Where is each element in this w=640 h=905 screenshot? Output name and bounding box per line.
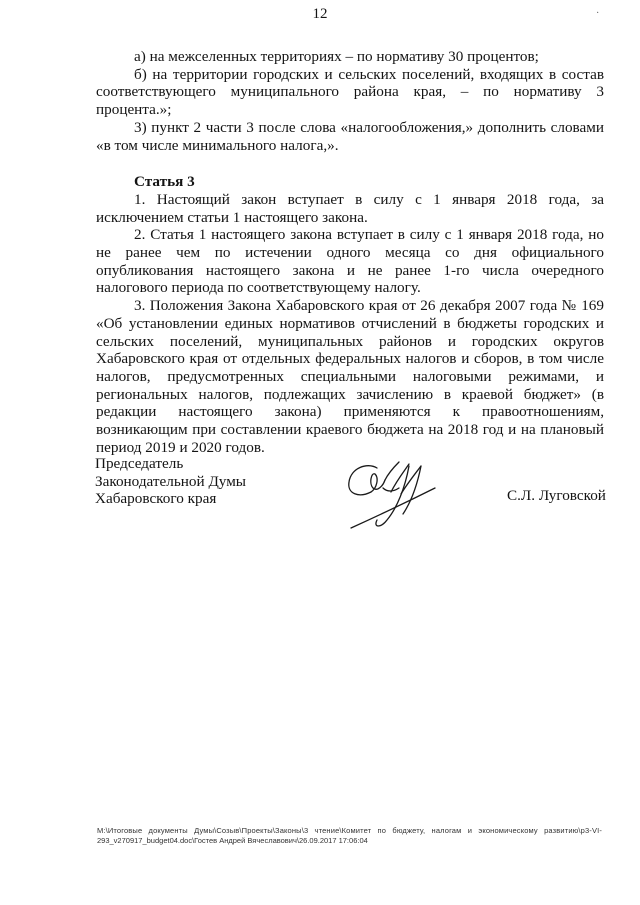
page-number: 12 [312, 6, 328, 22]
signatory-title-line: Председатель [95, 455, 184, 472]
paragraph: 3) пункт 2 части 3 после слова «налогообложения,» дополнить словами «в том числе минимального налога,». [96, 118, 604, 154]
paragraph: 1. Настоящий закон вступает в силу с 1 января 2018 года, за исключением статьи 1 настоящего закона. [96, 190, 604, 226]
signature-drawing [343, 458, 443, 534]
signer-name: С.Л. Луговской [507, 487, 606, 504]
paragraph: 3. Положения Закона Хабаровского края от 26 декабря 2007 года № 169 «Об установлении единых нормативов отчислений в бюджеты городских и сельских поселений, муниципальных районов и городских округов Хабаровского края от отдельных федеральных налогов и сборов, в том числе налогов, предусмотренных специальными налоговыми режимами, и региональных налогов, подлежащих зачислению в краевой бюджет» (в редакции настоящего закона) применяются к правоотношениям, возникающим при составлении краевого бюджета на 2018 год и на плановый период 2019 и 2020 годов. [96, 297, 604, 456]
corner-mark: · [596, 8, 600, 19]
footer-line: 293_v270917_budget04.doc\Гостев Андрей Вячеславович\26.09.2017 17:06:04 [97, 835, 368, 845]
signatory-title-line: Законодательной Думы [95, 472, 247, 490]
handwritten-signature [343, 458, 443, 539]
article-heading: Статья 3 [134, 173, 195, 191]
signatory-title [95, 455, 246, 508]
paragraph: б) на территории городских и сельских поселений, входящих в состав соответствующего муниципального района края, – по нормативу 3 процента.»; [96, 65, 604, 119]
document-body [96, 48, 604, 456]
signatory-title-line: Хабаровского края [95, 490, 217, 507]
footer-line: M:\Итоговые документы Думы\Созыв\Проекты\Законы\3 чтение\Комитет по бюджету, налогам и экономическому развитию\р3-VI- [97, 826, 602, 835]
file-path-footer [97, 826, 602, 845]
paragraph: 2. Статья 1 настоящего закона вступает в силу с 1 января 2018 года, но не ранее чем по истечении одного месяца со дня официального опубликования настоящего закона и не ранее 1-го числа очередного налогового периода по соответствующему налогу. [96, 226, 604, 297]
paragraph: а) на межселенных территориях – по нормативу 30 процентов; [134, 48, 539, 65]
